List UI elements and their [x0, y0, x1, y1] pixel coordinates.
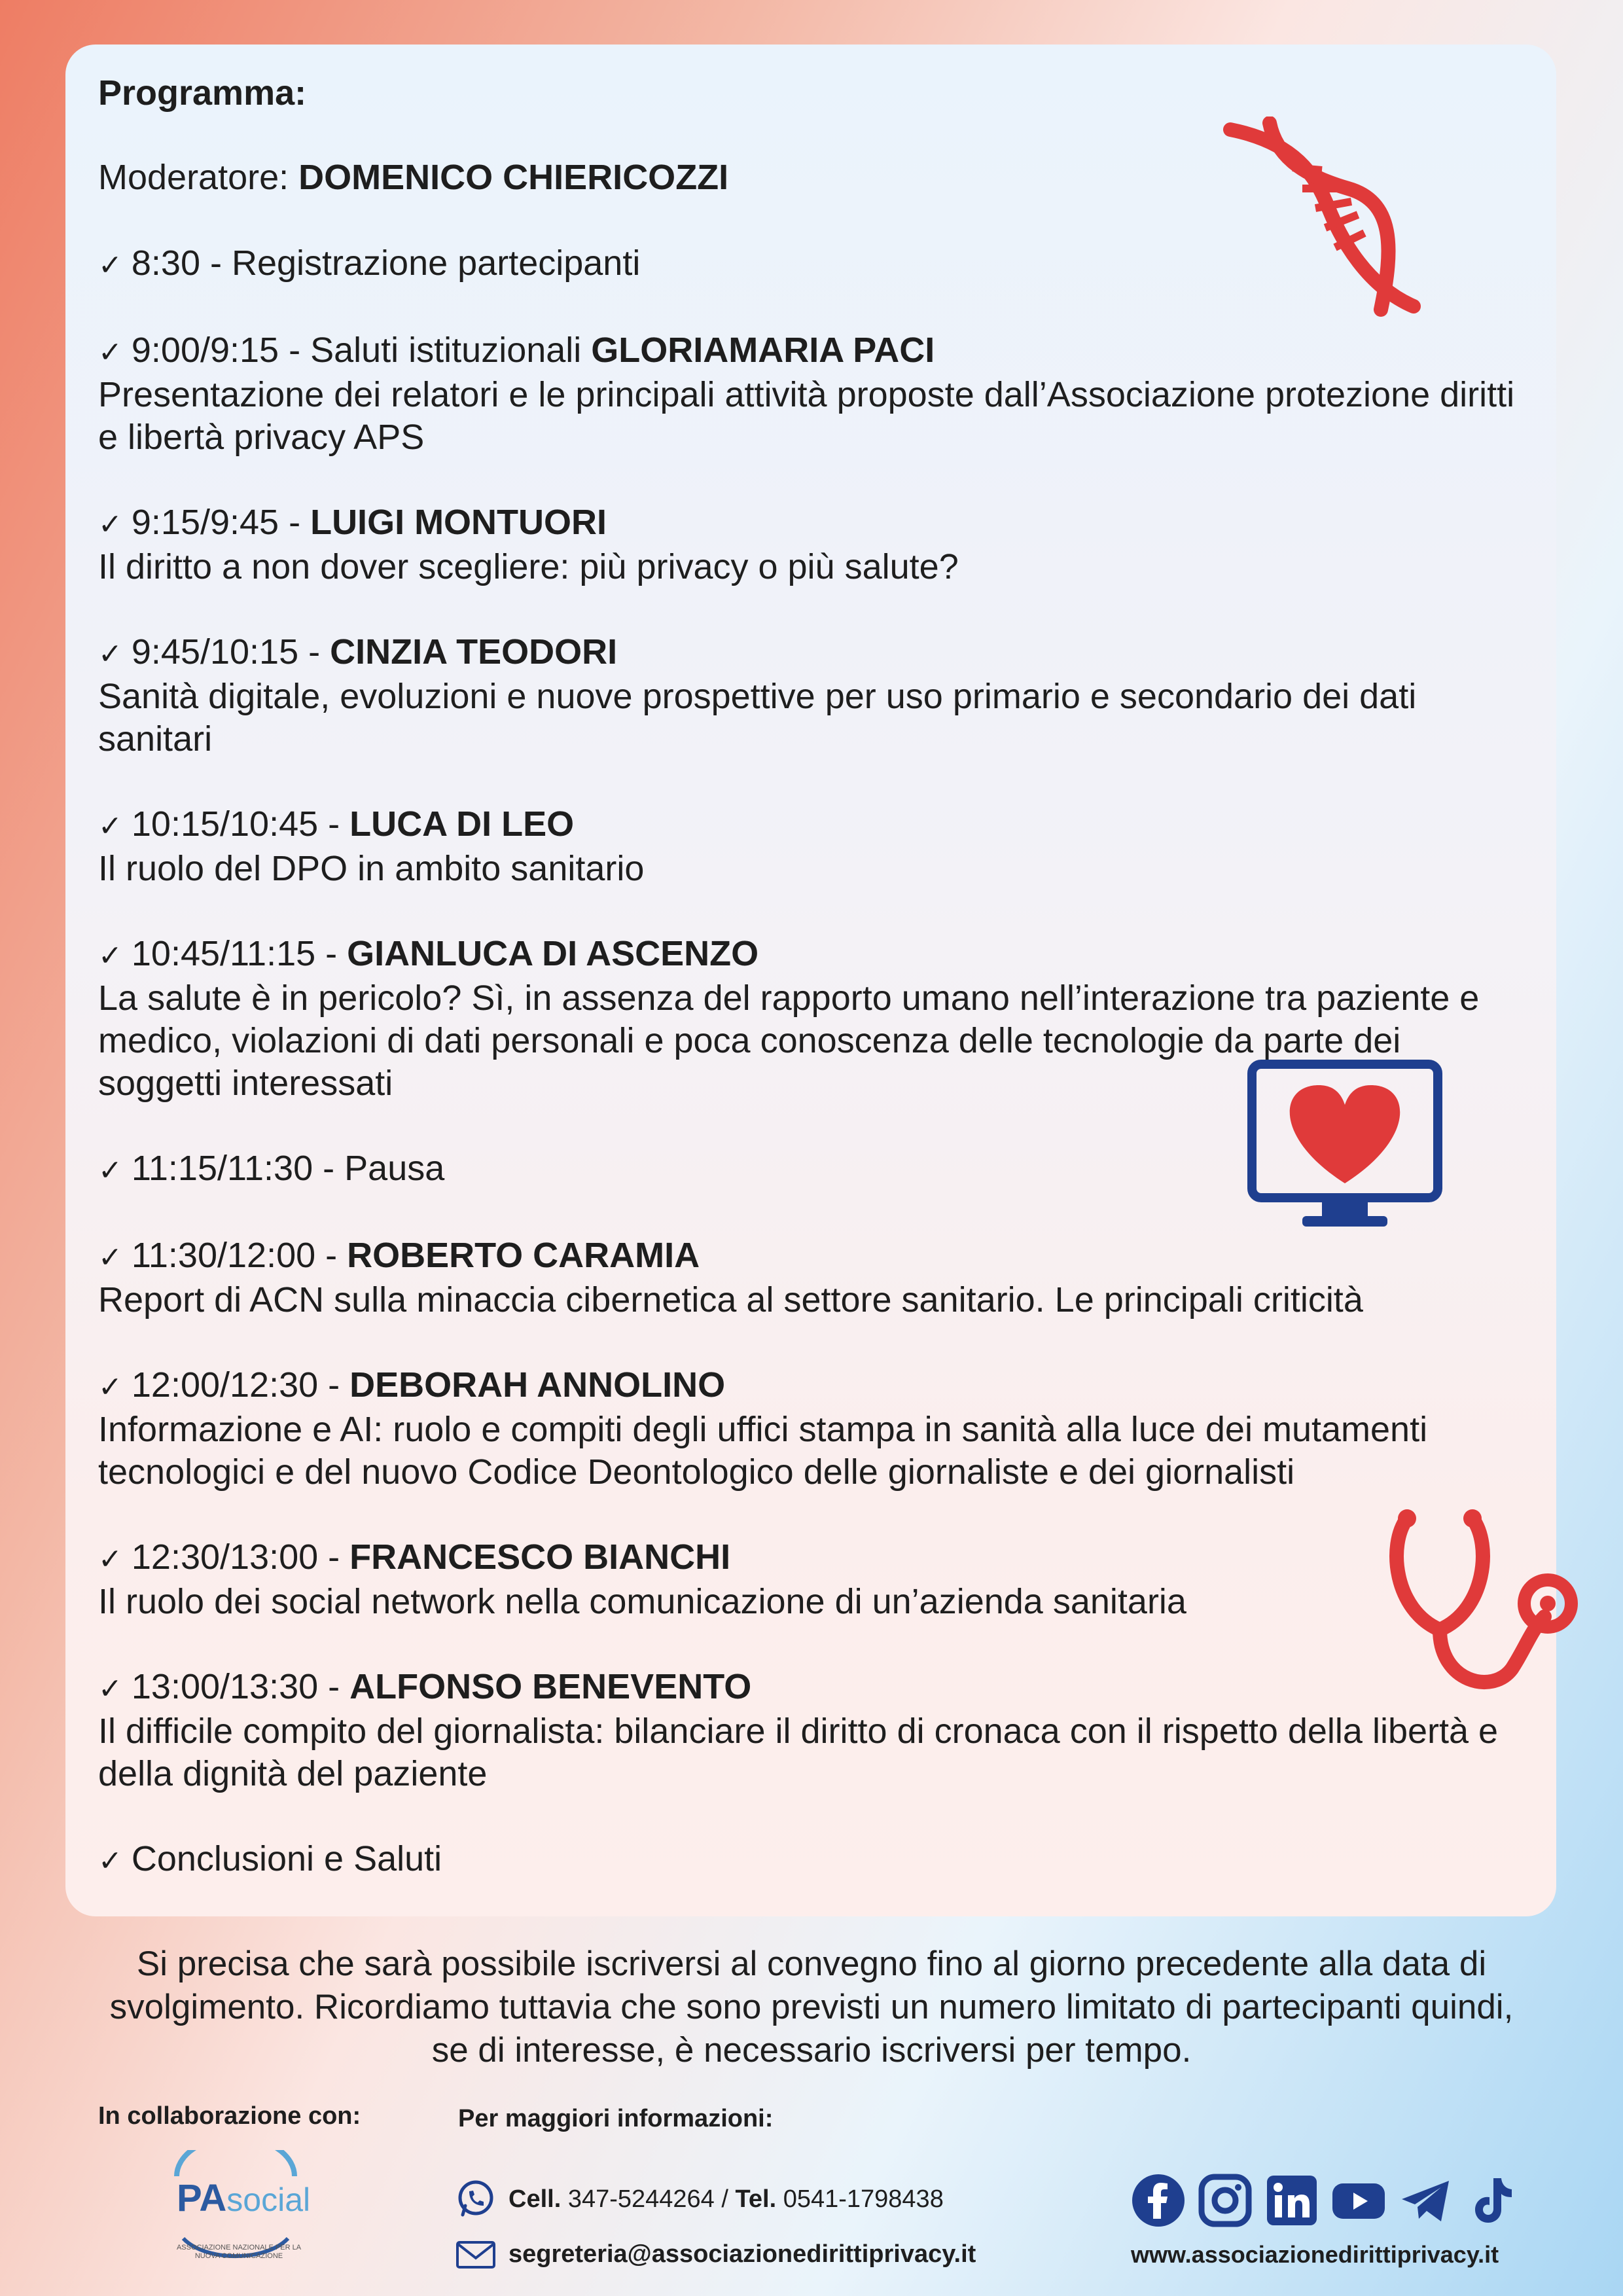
- speaker-name: LUIGI MONTUORI: [310, 503, 607, 542]
- program-item-description: Report di ACN sulla minaccia cibernetica al settore sanitario. Le principali criticità: [98, 1280, 1363, 1319]
- program-item: [98, 1147, 1525, 1192]
- program-items: [98, 242, 1525, 1882]
- speaker-name: GIANLUCA DI ASCENZO: [347, 934, 759, 973]
- instagram-icon[interactable]: [1198, 2173, 1253, 2228]
- info-label: Per maggiori informazioni:: [458, 2105, 774, 2132]
- program-item-description: Il ruolo del DPO in ambito sanitario: [98, 849, 645, 888]
- tiktok-icon[interactable]: [1465, 2173, 1520, 2228]
- pa-text: PA: [177, 2177, 227, 2219]
- program-section: [98, 72, 1525, 1925]
- program-item: [98, 242, 1525, 287]
- program-item-description: Il difficile compito del giornalista: bilanciare il diritto di cronaca con il rispetto della libertà e della dignità del paziente: [98, 1712, 1499, 1793]
- check-icon: ✓: [98, 638, 122, 670]
- telegram-icon[interactable]: [1398, 2173, 1453, 2228]
- program-item: [98, 501, 1525, 588]
- program-item-heading: [98, 1838, 1525, 1882]
- program-item-time: 10:45/11:15 -: [131, 934, 338, 973]
- program-item-heading: [98, 1234, 1525, 1279]
- check-icon: ✓: [98, 1371, 122, 1403]
- moderator-line: [98, 156, 1525, 199]
- program-item: [98, 803, 1525, 890]
- program-item-heading: [98, 1364, 1525, 1408]
- email-row: [455, 2233, 976, 2275]
- speaker-name: GLORIAMARIA PACI: [591, 331, 935, 370]
- check-icon: ✓: [98, 810, 122, 842]
- check-icon: ✓: [98, 509, 122, 541]
- whatsapp-icon: [455, 2178, 497, 2220]
- program-item-description: Il ruolo dei social network nella comunicazione di un’azienda sanitaria: [98, 1582, 1186, 1621]
- check-icon: ✓: [98, 1155, 122, 1187]
- program-item: [98, 1234, 1525, 1321]
- program-item-description: Presentazione dei relatori e le principali attività proposte dall’Associazione protezione diritti e libertà privacy APS: [98, 375, 1515, 457]
- program-item-heading: [98, 1147, 1525, 1192]
- program-item-heading: [98, 933, 1525, 977]
- social-icons: [1131, 2173, 1520, 2228]
- separator: /: [721, 2185, 728, 2213]
- program-title: Programma:: [98, 73, 307, 113]
- registration-notice: Si precisa che sarà possibile iscriversi al convegno fino al giorno precedente alla data di svolgimento. Ricordiamo tuttavia che sono previsti un numero limitato di partecipanti quindi, se di interesse, è necessario iscriversi per tempo.: [109, 1945, 1514, 2070]
- program-item-time: 9:00/9:15 -: [131, 331, 301, 370]
- speaker-name: ROBERTO CARAMIA: [347, 1236, 700, 1275]
- program-item-time: 12:30/13:00 -: [131, 1537, 340, 1577]
- moderator-label: Moderatore:: [98, 158, 289, 197]
- cell-label: Cell.: [508, 2185, 562, 2213]
- program-item-heading: [98, 242, 1525, 287]
- envelope-icon: [455, 2233, 497, 2275]
- program-item: [98, 1838, 1525, 1882]
- program-item-time: 11:15/11:30 -: [131, 1149, 335, 1188]
- check-icon: ✓: [98, 940, 122, 972]
- program-item-heading: [98, 803, 1525, 848]
- program-item-heading: [98, 1536, 1525, 1581]
- tel-label: Tel.: [735, 2185, 777, 2213]
- program-item-heading: [98, 501, 1525, 546]
- speaker-name: FRANCESCO BIANCHI: [349, 1537, 731, 1577]
- phone-row: [455, 2178, 944, 2220]
- program-item: [98, 1666, 1525, 1795]
- speaker-name: DEBORAH ANNOLINO: [349, 1365, 726, 1405]
- program-item-label: Conclusioni e Saluti: [131, 1839, 442, 1878]
- check-icon: ✓: [98, 1242, 122, 1274]
- program-item-time: 13:00/13:30 -: [131, 1667, 340, 1706]
- email-link[interactable]: segreteria@associazionedirittiprivacy.it: [508, 2240, 976, 2268]
- program-item-description: Il diritto a non dover scegliere: più privacy o più salute?: [98, 547, 959, 586]
- speaker-name: CINZIA TEODORI: [330, 632, 618, 672]
- check-icon: ✓: [98, 1543, 122, 1575]
- cell-number[interactable]: 347-5244264: [567, 2185, 715, 2213]
- social-text: social: [226, 2181, 311, 2218]
- program-item-label: Pausa: [344, 1149, 445, 1188]
- tel-number[interactable]: 0541-1798438: [783, 2185, 944, 2213]
- program-item: [98, 933, 1525, 1105]
- youtube-icon[interactable]: [1331, 2173, 1386, 2228]
- program-item-heading: [98, 631, 1525, 675]
- program-item-label: Registrazione partecipanti: [231, 243, 641, 283]
- program-item: [98, 631, 1525, 761]
- program-item: [98, 1536, 1525, 1623]
- speaker-name: ALFONSO BENEVENTO: [349, 1667, 752, 1706]
- website-link[interactable]: www.associazionedirittiprivacy.it: [1131, 2241, 1499, 2268]
- linkedin-icon[interactable]: [1264, 2173, 1319, 2228]
- check-icon: ✓: [98, 1673, 122, 1705]
- moderator-name: DOMENICO CHIERICOZZI: [298, 158, 729, 197]
- program-item-label: Saluti istituzionali: [310, 331, 582, 370]
- program-item-heading: [98, 1666, 1525, 1710]
- check-icon: ✓: [98, 336, 122, 368]
- program-item-heading: [98, 329, 1525, 374]
- pa-social-subtitle: ASSOCIAZIONE NAZIONALE PER LA NUOVA COMUNICAZIONE: [176, 2244, 302, 2260]
- program-item-time: 9:45/10:15 -: [131, 632, 321, 672]
- program-item-time: 12:00/12:30 -: [131, 1365, 340, 1405]
- program-item-description: Sanità digitale, evoluzioni e nuove prospettive per uso primario e secondario dei dati sanitari: [98, 677, 1417, 759]
- program-item: [98, 1364, 1525, 1494]
- program-item-description: La salute è in pericolo? Sì, in assenza del rapporto umano nell’interazione tra paziente e medico, violazioni di dati personali e poca conoscenza delle tecnologie da parte dei soggetti interessati: [98, 978, 1480, 1103]
- check-icon: ✓: [98, 249, 122, 281]
- program-item-time: 8:30 -: [131, 243, 222, 283]
- pa-social-logo-text: [177, 2176, 310, 2220]
- check-icon: ✓: [98, 1845, 122, 1877]
- speaker-name: LUCA DI LEO: [349, 804, 575, 844]
- program-item-time: 10:15/10:45 -: [131, 804, 340, 844]
- program-item-description: Informazione e AI: ruolo e compiti degli uffici stampa in sanità alla luce dei mutamenti tecnologici e del nuovo Codice Deontologico delle giornaliste e dei giornalisti: [98, 1410, 1428, 1492]
- facebook-icon[interactable]: [1131, 2173, 1186, 2228]
- program-item-time: 11:30/12:00 -: [131, 1236, 338, 1275]
- program-item-time: 9:15/9:45 -: [131, 503, 301, 542]
- collab-label: In collaborazione con:: [98, 2102, 361, 2130]
- program-item: [98, 329, 1525, 459]
